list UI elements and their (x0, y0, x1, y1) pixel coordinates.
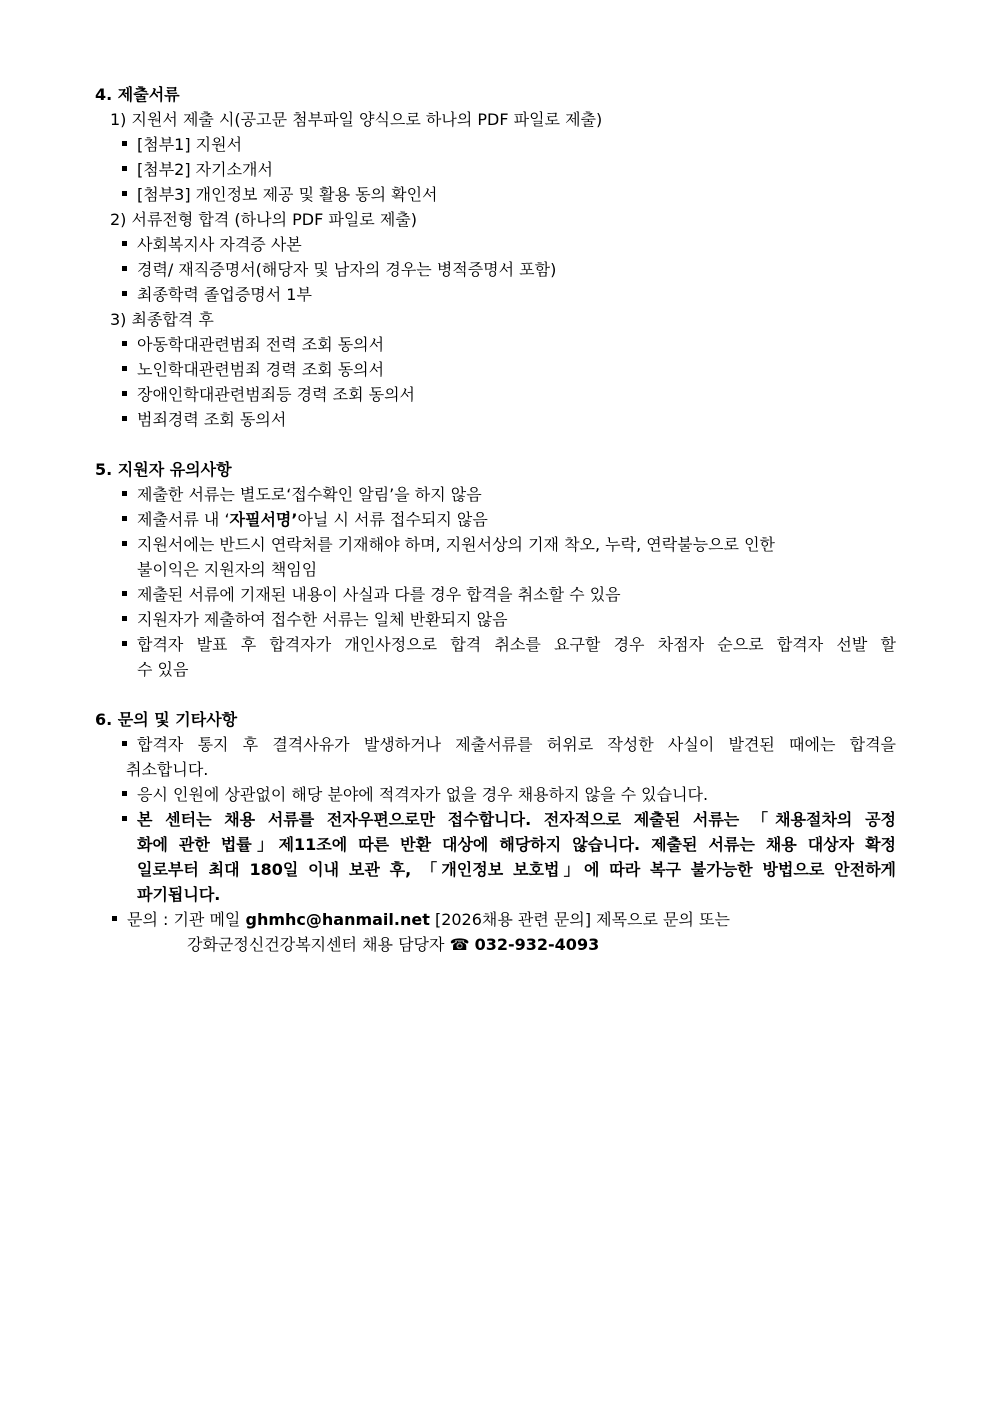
bullet-icon (122, 641, 127, 646)
bullet-icon (122, 266, 127, 271)
bullet-icon (112, 916, 117, 921)
section-6-title: 6. 문의 및 기타사항 (95, 710, 238, 729)
section-4-title: 4. 제출서류 (95, 85, 180, 104)
bullet-icon (122, 166, 127, 171)
bullet-icon (122, 191, 127, 196)
list-item: 제출한 서류는 별도로‘접수확인 알림’을 하지 않음 (122, 482, 482, 507)
list-item: 응시 인원에 상관없이 해당 분야에 적격자가 없을 경우 채용하지 않을 수 있습니다. (122, 782, 708, 807)
bullet-icon (122, 241, 127, 246)
list-item: 범죄경력 조회 동의서 (122, 407, 286, 432)
list-item: 경력/ 재직증명서(해당자 및 남자의 경우는 병적증명서 포함) (122, 257, 556, 282)
list-item: [첨부3] 개인정보 제공 및 활용 동의 확인서 (122, 182, 437, 207)
contact-phone: 032-932-4093 (474, 935, 600, 954)
bullet-icon (122, 741, 127, 746)
list-item: [첨부1] 지원서 (122, 132, 242, 157)
list-item: [첨부2] 자기소개서 (122, 157, 273, 182)
list-item: 지원서에는 반드시 연락처를 기재해야 하며, 지원서상의 기재 착오, 누락, 연락불능으로 인한 (122, 532, 775, 557)
bullet-icon (122, 291, 127, 296)
section-4-sub-3: 3) 최종합격 후 (110, 310, 214, 329)
bullet-icon (122, 616, 127, 621)
list-item: 아동학대관련범죄 전력 조회 동의서 (122, 332, 384, 357)
section-5-title: 5. 지원자 유의사항 (95, 460, 232, 479)
list-item-continued: 취소합니다. (126, 760, 209, 779)
bullet-icon (122, 791, 127, 796)
bullet-icon (122, 516, 127, 521)
list-item: 지원자가 제출하여 접수한 서류는 일체 반환되지 않음 (122, 607, 508, 632)
list-item: 장애인학대관련범죄등 경력 조회 동의서 (122, 382, 415, 407)
bullet-icon (122, 541, 127, 546)
bullet-icon (122, 416, 127, 421)
bullet-icon (122, 391, 127, 396)
list-item: 합격자 통지 후 결격사유가 발생하거나 제출서류를 허위로 작성한 사실이 발견된 때에는 합격을 (122, 732, 896, 757)
contact-email[interactable]: ghmhc@hanmail.net (245, 910, 430, 929)
list-item-continued: 불이익은 지원자의 책임임 (137, 560, 318, 579)
bullet-icon (122, 591, 127, 596)
section-4-sub-2: 2) 서류전형 합격 (하나의 PDF 파일로 제출) (110, 210, 417, 229)
bullet-icon (122, 141, 127, 146)
list-item: 합격자 발표 후 합격자가 개인사정으로 합격 취소를 요구할 경우 차점자 순으로 합격자 선발 할 (122, 632, 896, 657)
list-item-continued: 파기됩니다. (137, 885, 221, 904)
phone-icon: ☎ (449, 935, 470, 954)
bullet-icon (122, 341, 127, 346)
section-4-sub-1: 1) 지원서 제출 시(공고문 첨부파일 양식으로 하나의 PDF 파일로 제출) (110, 110, 603, 129)
bullet-icon (122, 491, 127, 496)
list-item: 본 센터는 채용 서류를 전자우편으로만 접수합니다. 전자적으로 제출된 서류는 「채용절차의 공정 (122, 807, 896, 832)
list-item-continued: 일로부터 최대 180일 이내 보관 후, 「개인정보 보호법」에 따라 복구 불가능한 방법으로 안전하게 (137, 860, 896, 879)
list-item: 최종학력 졸업증명서 1부 (122, 282, 312, 307)
contact-line: 문의 : 기관 메일 ghmhc@hanmail.net [2026채용 관련 문의] 제목으로 문의 또는 (112, 907, 730, 932)
list-item: 제출서류 내 ‘자필서명’아닐 시 서류 접수되지 않음 (122, 507, 488, 532)
list-item-continued: 화에 관한 법률」제11조에 따른 반환 대상에 해당하지 않습니다. 제출된 서류는 채용 대상자 확정 (137, 835, 896, 854)
bullet-icon (122, 816, 127, 821)
list-item-continued: 수 있음 (137, 660, 189, 679)
list-item: 제출된 서류에 기재된 내용이 사실과 다를 경우 합격을 취소할 수 있음 (122, 582, 621, 607)
list-item: 노인학대관련범죄 경력 조회 동의서 (122, 357, 384, 382)
contact-line-2: 강화군정신건강복지센터 채용 담당자 ☎ 032-932-4093 (187, 935, 600, 954)
list-item: 사회복지사 자격증 사본 (122, 232, 302, 257)
bullet-icon (122, 366, 127, 371)
